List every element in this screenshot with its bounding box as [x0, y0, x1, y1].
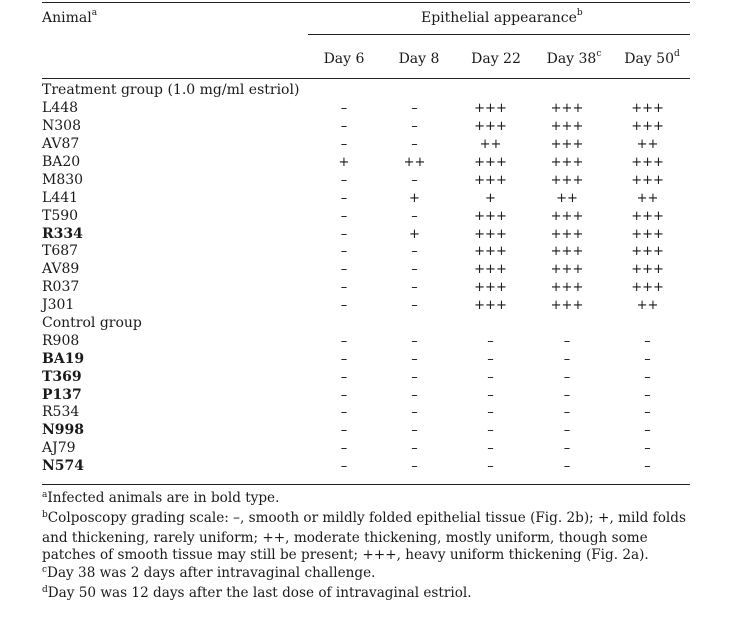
day-header-1: Day 6 — [323, 51, 365, 67]
animal-id: L448 — [42, 100, 79, 117]
day-header-5: Day 50$^d$ — [624, 49, 680, 67]
grade-cell: – — [487, 333, 494, 349]
grade-cell: – — [340, 262, 348, 278]
grade-cell: +++ — [631, 226, 664, 242]
grade-cell: – — [340, 226, 348, 242]
animal-id: AV87 — [42, 136, 80, 153]
grade-cell: – — [340, 423, 348, 439]
grade-cell: + — [338, 155, 350, 170]
animal-id: T687 — [42, 243, 79, 260]
grade-cell: – — [644, 333, 651, 349]
grade-cell: – — [340, 298, 348, 314]
day-header-3: Day 22 — [471, 51, 521, 67]
grade-cell: – — [563, 405, 571, 421]
animal-id: R534 — [42, 404, 80, 421]
grade-cell: – — [411, 244, 418, 260]
grade-cell: – — [340, 333, 348, 349]
grade-cell: – — [644, 405, 651, 421]
animal-id: BA19 — [42, 350, 85, 367]
table-row — [42, 404, 690, 422]
grade-cell: – — [487, 369, 494, 385]
table-row — [42, 350, 690, 368]
grade-cell: – — [644, 441, 651, 457]
table-row — [42, 458, 690, 476]
grade-cell: – — [411, 387, 418, 403]
animal-id: AJ79 — [42, 440, 76, 457]
grade-cell: – — [563, 459, 571, 475]
group-label: Control group — [42, 315, 142, 332]
animal-header: Animal$^a$ — [42, 8, 98, 26]
animal-id: M830 — [42, 171, 84, 188]
grade-cell: + — [409, 226, 420, 242]
grade-cell: – — [411, 172, 418, 188]
grade-cell: – — [340, 280, 348, 296]
grade-cell: +++ — [550, 262, 584, 278]
grade-cell: – — [340, 119, 348, 135]
footnotes — [42, 490, 702, 605]
grade-cell: – — [644, 387, 651, 403]
animal-id: R908 — [42, 332, 80, 349]
grade-cell: – — [411, 137, 418, 153]
grade-cell: – — [340, 405, 348, 421]
grade-cell: +++ — [550, 155, 584, 170]
footnote-mark: c — [42, 565, 48, 576]
grade-cell: – — [340, 369, 348, 385]
grade-cell: – — [340, 441, 348, 457]
footnote-text: Colposcopy grading scale: –, smooth or mildly folded epithelial tissue (Fig. 2b); +, mild folds and thickening, rarely uniform; ++, moderate thickening, mostly uniform, though some patches of smooth tissue may still be present; +++, heavy uniform thickening (Fig. 2a). — [42, 509, 686, 564]
grade-cell: – — [411, 369, 418, 385]
grade-cell: – — [411, 441, 418, 457]
grade-cell: +++ — [550, 119, 584, 135]
grade-cell: – — [487, 441, 494, 457]
grade-cell: – — [411, 351, 418, 367]
group-row — [42, 82, 690, 100]
grade-cell: – — [411, 119, 418, 135]
table-row — [42, 297, 690, 315]
grade-cell: – — [340, 137, 348, 153]
grade-cell: – — [411, 459, 418, 475]
grade-cell: +++ — [550, 172, 584, 188]
footnote — [42, 585, 702, 605]
grade-cell: – — [563, 387, 571, 403]
grade-cell: +++ — [631, 262, 664, 278]
grade-cell: – — [563, 369, 571, 385]
table-row — [42, 279, 690, 297]
grade-cell: +++ — [631, 172, 664, 188]
grade-cell: + — [409, 190, 420, 206]
grade-cell: +++ — [474, 155, 507, 170]
animal-id: T590 — [42, 207, 79, 224]
table-row — [42, 100, 690, 118]
grade-cell: +++ — [474, 172, 507, 188]
grade-cell: ++ — [636, 137, 659, 153]
grade-cell: – — [487, 387, 494, 403]
grade-cell: – — [340, 244, 348, 260]
animal-id: N574 — [42, 458, 85, 475]
grade-cell: – — [411, 280, 418, 296]
grade-cell: +++ — [474, 226, 507, 242]
table-row — [42, 136, 690, 154]
spanner-rule — [308, 34, 690, 35]
grade-cell: – — [340, 351, 348, 367]
grade-cell: ++ — [479, 137, 502, 153]
grade-cell: – — [487, 459, 494, 475]
table-row — [42, 189, 690, 207]
animal-id: R037 — [42, 279, 80, 296]
table-row — [42, 154, 690, 172]
grade-cell: – — [411, 423, 418, 439]
grade-cell: + — [485, 190, 496, 206]
grade-cell: +++ — [474, 262, 507, 278]
grade-cell: – — [563, 351, 571, 367]
grade-cell: – — [340, 190, 348, 206]
grade-cell: – — [411, 208, 418, 224]
grade-cell: +++ — [474, 280, 507, 296]
footnote — [42, 510, 702, 565]
table-row — [42, 243, 690, 261]
group-label: Treatment group (1.0 mg/ml estriol) — [42, 82, 300, 99]
grade-cell: – — [340, 208, 348, 224]
footnote-text: Infected animals are in bold type. — [47, 490, 280, 506]
grade-cell: +++ — [474, 244, 507, 260]
grade-cell: – — [563, 441, 571, 457]
grade-cell: +++ — [550, 137, 584, 153]
table-row — [42, 368, 690, 386]
grade-cell: – — [563, 333, 571, 349]
grade-cell: – — [644, 459, 651, 475]
footnote-text: Day 50 was 12 days after the last dose of intravaginal estriol. — [47, 584, 472, 601]
grade-cell: +++ — [550, 226, 584, 242]
animal-id: L441 — [42, 189, 79, 206]
animal-id: R334 — [42, 225, 83, 242]
grade-cell: +++ — [474, 298, 507, 314]
grade-cell: ++ — [403, 155, 426, 170]
grade-cell: +++ — [550, 244, 584, 260]
grade-cell: +++ — [550, 101, 584, 117]
table-row — [42, 118, 690, 136]
day-header-2: Day 8 — [398, 51, 440, 67]
grade-cell: – — [340, 101, 348, 117]
animal-id: T369 — [42, 368, 82, 385]
animal-id: N998 — [42, 422, 85, 439]
grade-cell: +++ — [631, 280, 664, 296]
table-row — [42, 261, 690, 279]
grade-cell: – — [340, 459, 348, 475]
grade-cell: +++ — [474, 119, 507, 135]
grade-cell: ++ — [636, 190, 659, 206]
grade-cell: – — [411, 333, 418, 349]
grade-cell: – — [487, 351, 494, 367]
grade-cell: – — [411, 405, 418, 421]
footnote-mark: a — [42, 490, 48, 500]
table-row — [42, 332, 690, 350]
group-row — [42, 315, 690, 333]
grade-cell: – — [563, 423, 571, 439]
grade-cell: +++ — [550, 208, 584, 224]
epithelial-header: Epithelial appearance$^b$ — [421, 8, 583, 26]
grade-cell: – — [340, 387, 348, 403]
grade-cell: – — [411, 262, 418, 278]
table-row — [42, 440, 690, 458]
top-rule — [42, 2, 690, 3]
data-table — [42, 82, 690, 476]
animal-id: J301 — [42, 297, 75, 314]
grade-cell: +++ — [631, 155, 664, 170]
day-header-4: Day 38$^c$ — [546, 49, 602, 67]
grade-cell: +++ — [474, 101, 507, 117]
grade-cell: +++ — [631, 101, 664, 117]
animal-id: BA20 — [42, 154, 81, 170]
grade-cell: +++ — [550, 280, 584, 296]
grade-cell: – — [340, 172, 348, 188]
animal-id: P137 — [42, 386, 82, 403]
footnote — [42, 565, 702, 585]
table-row — [42, 171, 690, 189]
footnote-text: Day 38 was 2 days after intravaginal challenge. — [47, 565, 376, 582]
grade-cell: – — [644, 423, 651, 439]
grade-cell: ++ — [556, 190, 578, 206]
footnote-mark: d — [42, 584, 48, 595]
grade-cell: – — [644, 351, 651, 367]
header-rule — [42, 78, 690, 79]
grade-cell: +++ — [631, 119, 664, 135]
grade-cell: +++ — [474, 208, 507, 224]
footnote — [42, 490, 702, 510]
grade-cell: – — [411, 101, 418, 117]
grade-cell: – — [487, 423, 494, 439]
grade-cell: – — [411, 298, 418, 314]
bottom-rule — [42, 484, 690, 485]
footnote-mark: b — [42, 509, 48, 520]
grade-cell: – — [644, 369, 651, 385]
animal-id: N308 — [42, 118, 81, 135]
table-row — [42, 422, 690, 440]
grade-cell: +++ — [631, 208, 664, 224]
table-row — [42, 207, 690, 225]
grade-cell: +++ — [631, 244, 664, 260]
animal-id: AV89 — [42, 261, 80, 278]
grade-cell: ++ — [636, 298, 659, 314]
table-row — [42, 225, 690, 243]
grade-cell: – — [487, 405, 494, 421]
table-row — [42, 386, 690, 404]
grade-cell: +++ — [550, 298, 584, 314]
